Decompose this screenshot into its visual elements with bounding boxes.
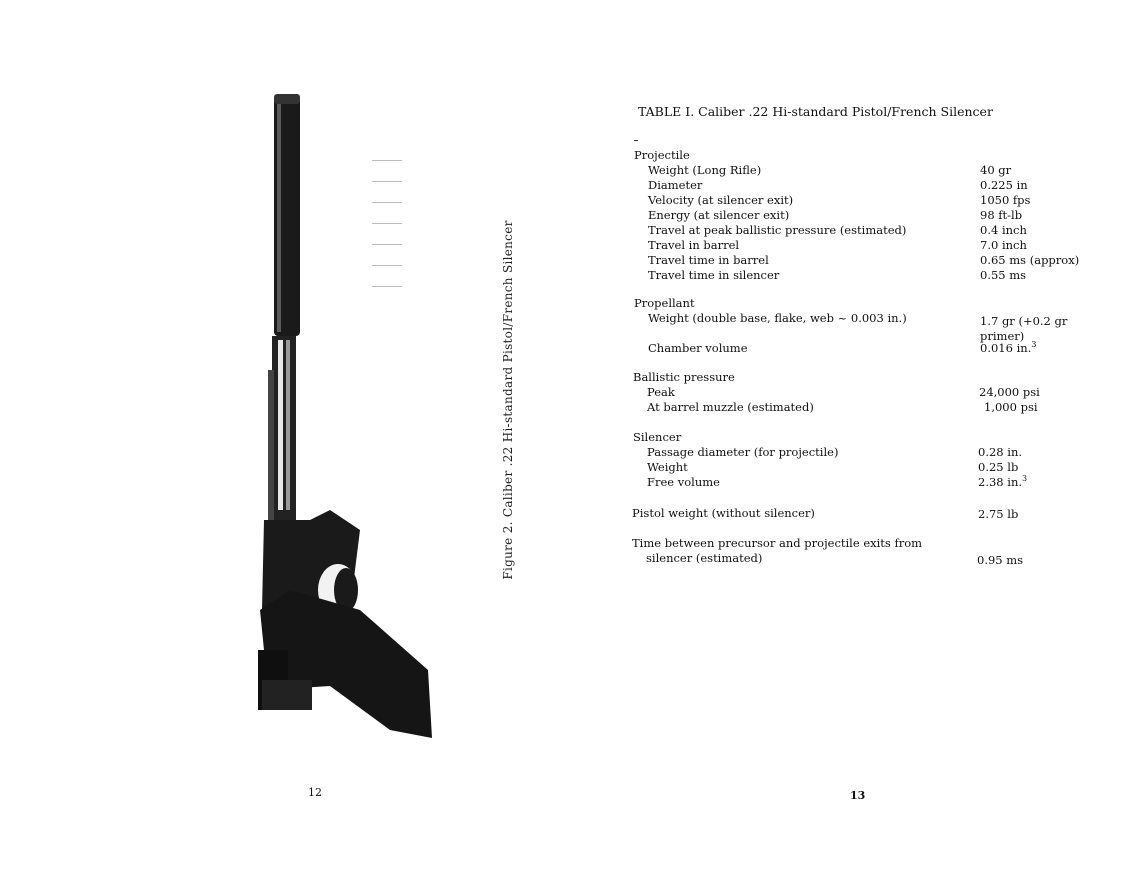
section-projectile <box>634 148 1104 283</box>
row-value: 0.4 inch <box>980 223 1027 237</box>
row-value: 1050 fps <box>980 193 1031 207</box>
table-row <box>634 268 1104 283</box>
table-row <box>634 193 1104 208</box>
table-row <box>633 475 1103 490</box>
row-label: Travel time in barrel <box>648 253 769 267</box>
row-label: Travel at peak ballistic pressure (estimated) <box>648 223 907 237</box>
row-value: 24,000 psi <box>979 385 1040 399</box>
table-row <box>632 551 1102 566</box>
pistol-with-silencer-photo <box>250 90 440 750</box>
row-value: 0.25 lb <box>978 460 1019 474</box>
row-label: Weight (Long Rifle) <box>648 163 762 177</box>
section-heading: Propellant <box>634 296 695 310</box>
superscript: 3 <box>1031 340 1037 350</box>
section-heading: Time between precursor and projectile exits from <box>632 536 923 550</box>
section-time-between <box>632 536 1102 566</box>
row-label: Weight (double base, flake, web ~ 0.003 in.) <box>648 311 907 325</box>
row-value: 0.65 ms (approx) <box>980 253 1080 267</box>
row-value <box>980 341 1036 356</box>
table-row <box>634 163 1104 178</box>
section-ballistic-pressure <box>633 370 1103 415</box>
table-row <box>632 506 1102 521</box>
figure-caption: Figure 2. Caliber .22 Hi-standard Pistol/French Silencer <box>501 220 515 580</box>
dash-mark <box>634 140 638 141</box>
table-row <box>634 223 1104 238</box>
row-label: silencer (estimated) <box>646 551 763 565</box>
value-text: 0.016 in. <box>980 341 1032 355</box>
table-title: TABLE I. Caliber .22 Hi-standard Pistol/French Silencer <box>638 104 993 119</box>
section-propellant <box>634 296 1104 356</box>
section-heading: Pistol weight (without silencer) <box>632 506 815 520</box>
table-row <box>634 208 1104 223</box>
faint-margin-marks <box>372 160 402 350</box>
table-row <box>633 460 1103 475</box>
section-heading: Projectile <box>634 148 690 162</box>
row-label: Travel in barrel <box>648 238 740 252</box>
section-heading: Ballistic pressure <box>633 370 735 384</box>
row-value: 0.28 in. <box>978 445 1023 459</box>
row-value: 2.75 lb <box>978 507 1019 521</box>
section-silencer <box>633 430 1103 490</box>
row-label: Energy (at silencer exit) <box>648 208 790 222</box>
row-value: 0.55 ms <box>980 268 1027 282</box>
row-value: 40 gr <box>980 163 1012 177</box>
table-row <box>633 445 1103 460</box>
table-row <box>633 400 1103 415</box>
row-value: 1.7 gr (+0.2 gr primer) <box>980 314 1068 343</box>
row-label: Velocity (at silencer exit) <box>648 193 794 207</box>
table-row <box>634 178 1104 193</box>
row-value: 7.0 inch <box>980 238 1027 252</box>
table-row <box>633 385 1103 400</box>
section-pistol-weight <box>632 506 1102 521</box>
row-label: Passage diameter (for projectile) <box>647 445 839 459</box>
table-row <box>634 341 1104 356</box>
row-label: Diameter <box>648 178 703 192</box>
row-value: 0.95 ms <box>977 553 1024 567</box>
row-value: 0.225 in <box>980 178 1028 192</box>
superscript: 3 <box>1022 474 1028 484</box>
table-row <box>634 311 1104 341</box>
row-label: Travel time in silencer <box>648 268 780 282</box>
page-number-left: 12 <box>308 786 322 799</box>
section-heading: Silencer <box>633 430 682 444</box>
page-number-right: 13 <box>850 789 866 802</box>
row-label: Free volume <box>647 475 720 489</box>
row-label: At barrel muzzle (estimated) <box>647 400 814 414</box>
row-value <box>978 475 1027 490</box>
row-value: 1,000 psi <box>984 400 1038 414</box>
row-label: Chamber volume <box>648 341 748 355</box>
row-label: Peak <box>647 385 675 399</box>
value-text: 2.38 in. <box>978 475 1023 489</box>
table-row <box>634 253 1104 268</box>
row-value: 98 ft-lb <box>980 208 1023 222</box>
row-label: Weight <box>647 460 688 474</box>
table-row <box>634 238 1104 253</box>
